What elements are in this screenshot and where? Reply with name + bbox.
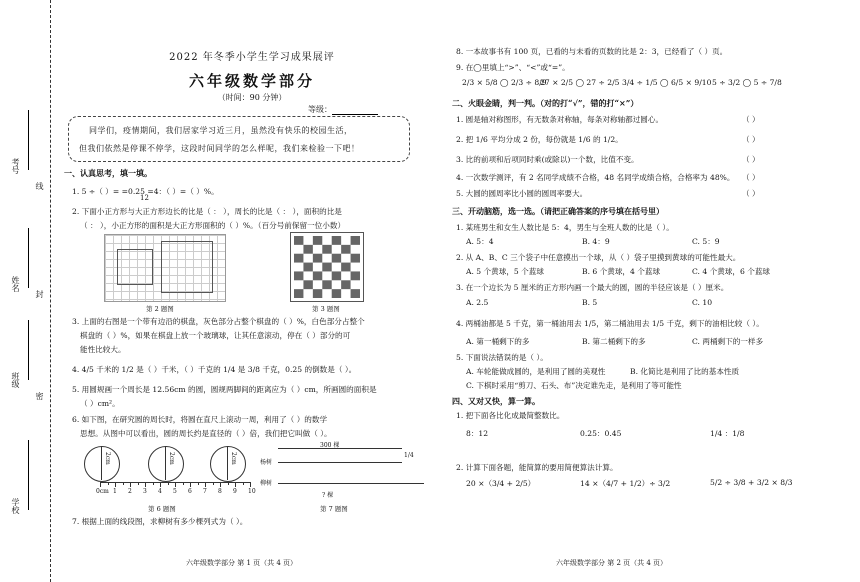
total-brace [278, 448, 402, 449]
choice-4-option-a[interactable]: A. 第一桶剩下的多 [466, 337, 530, 346]
question-9: 9. 在◯里填上“>”、“<”或“=”。 [456, 63, 570, 72]
diameter-line-3 [227, 446, 228, 480]
q1-fraction-denominator: 12 [140, 194, 149, 202]
checker-cell [294, 289, 303, 298]
tree-total-label: 300 棵 [320, 442, 340, 449]
class-label: 班级 [11, 372, 20, 388]
question-5-line-1: 5. 用圆规画一个周长是 12.56cm 的圆，圆规两脚间的距离应为（ ）cm，所画圆的面积是 [72, 385, 377, 394]
section-2-title: 二、火眼金睛，判一判。（对的打“√”，错的打“×”） [452, 98, 639, 108]
willow-line [278, 483, 424, 484]
q9-item-3: 3/4 ÷ 1/5 ◯ 6/5 × 9/10 [622, 78, 712, 87]
ruler-number: 7 [203, 488, 207, 495]
checker-cell [351, 254, 360, 263]
ruler-ticks [100, 482, 256, 498]
judge-1-answer[interactable]: （ ） [742, 115, 760, 124]
diameter-line-2 [165, 446, 166, 480]
ruler-tick [108, 482, 109, 485]
ruler-number: 6 [188, 488, 192, 495]
diameter-line-1 [101, 446, 102, 480]
checker-cell [313, 236, 322, 245]
checker-cell [294, 271, 303, 280]
checker-cell [351, 271, 360, 280]
choice-3-option-b[interactable]: B. 5 [582, 298, 598, 307]
fig3-checkerboard [290, 232, 364, 302]
ruler-tick [190, 482, 191, 487]
checker-cell [322, 263, 331, 272]
poplar-label: 杨树 [260, 459, 273, 466]
willow-label: 柳树 [260, 480, 273, 487]
poplar-line [278, 462, 402, 463]
large-square [161, 241, 213, 293]
calc-2-item-2: 14 ×（4/7 + 1/2）÷ 3/2 [580, 479, 671, 488]
fig3-caption: 第 3 题图 [312, 305, 340, 313]
seal-mi-char: 密 [35, 392, 44, 400]
fig7-caption: 第 7 题图 [320, 505, 348, 513]
page-2 [452, 0, 793, 582]
choice-1-option-b[interactable]: B. 4：9 [582, 237, 610, 246]
exam-subtitle: 2022 年冬季小学生学习成果展评 [169, 52, 335, 63]
checker-cell [313, 271, 322, 280]
fig2-grid [104, 234, 226, 302]
choice-2: 2. 从 A、B、C 三个袋子中任意摸出一个球，从（ ）袋子里摸到黄球的可能性最大。 [456, 253, 741, 262]
judge-4: 4. 一次数学测评，有 2 名同学成绩不合格，48 名同学成绩合格，合格率为 48%。 [456, 173, 735, 182]
checker-cell [313, 254, 322, 263]
ruler-number: 1 [113, 488, 117, 495]
ruler-tick [235, 482, 236, 487]
question-3-line-3: 能性比较大。 [80, 345, 126, 354]
ruler-tick [250, 482, 251, 487]
ruler-tick [243, 482, 244, 485]
question-2-line-2: （ ： ），小正方形的面积是大正方形面积的（ ）%。（百分号前保留一位小数） [80, 221, 346, 230]
ruler-number: 2 [128, 488, 132, 495]
judge-3: 3. 比的前项和后项同时乘(或除以)一个数，比值不变。 [456, 155, 639, 164]
exam-time: （时间：90 分钟） [217, 93, 287, 102]
fig2-caption: 第 2 题图 [146, 305, 174, 313]
notice-line-2: 但我们依然是停课不停学，这段时间同学的怎么样呢，我们来检验一下吧！ [79, 144, 360, 153]
seal-feng-char: 封 [35, 290, 44, 298]
rolling-circle-1 [84, 446, 120, 482]
choice-5-option-c[interactable]: C. 下棋时采用“剪刀、石头、布”决定谁先走，是利用了等可能性 [466, 381, 682, 390]
question-7: 7. 根据上面的线段图，求柳树有多少棵列式为（ ）。 [72, 517, 248, 526]
checker-cell [294, 236, 303, 245]
ruler-tick [220, 482, 221, 487]
choice-5-option-a[interactable]: A. 车轮能做成圆的，是利用了圆的美观性 [466, 367, 606, 376]
ruler-number: 10 [248, 488, 256, 495]
ruler-tick [168, 482, 169, 485]
ruler-tick [145, 482, 146, 487]
calc-1-item-3: 1/4 ：1/8 [710, 429, 745, 438]
checker-cell [351, 289, 360, 298]
rolling-circle-3 [210, 446, 246, 482]
ruler-tick [115, 482, 116, 487]
diameter-label-2: 2cm [168, 452, 175, 465]
school-label: 学校 [11, 498, 20, 514]
class-blank[interactable] [28, 320, 29, 380]
judge-2-answer[interactable]: （ ） [742, 135, 760, 144]
section-4-title: 四、又对又快，算一算。 [452, 396, 540, 406]
question-6-line-2: 思想。从图中可以看出，圆的周长约是直径的（ ）倍，我们把它叫做（ ）。 [80, 429, 332, 438]
checker-cell [322, 245, 331, 254]
choice-1-option-c[interactable]: C. 5：9 [692, 237, 720, 246]
choice-2-option-b[interactable]: B. 6 个黄球，4 个蓝球 [582, 267, 661, 276]
calc-2: 2. 计算下面各题，能简算的要用简便算法计算。 [456, 463, 618, 472]
choice-5: 5. 下面说法错误的是（ ）。 [456, 353, 548, 362]
rolling-circle-2 [148, 446, 184, 482]
choice-4-option-b[interactable]: B. 第二桶剩下的多 [582, 337, 646, 346]
ruler-tick [183, 482, 184, 485]
question-3-line-2: 棋盘的（ ）%，如果在棋盘上放一个玻璃球，让其任意滚动，停在（ ）部分的可 [80, 331, 351, 340]
question-8: 8. 一本故事书有 100 页，已看的与未看的页数的比是 2：3，已经看了（ ）页。 [456, 47, 728, 56]
checker-cell [341, 245, 350, 254]
question-5-line-2: （ ）cm²。 [80, 399, 120, 408]
ruler-tick [160, 482, 161, 487]
question-1: 1. 5 ÷（ ）= =0.25 =4：（ ）=（ ）%。 [72, 187, 219, 196]
checker-cell [303, 245, 312, 254]
checker-cell [341, 280, 350, 289]
calc-1-item-2: 0.25：0.45 [580, 429, 622, 438]
choice-2-option-a[interactable]: A. 5 个黄球，5 个蓝球 [466, 267, 544, 276]
checker-cell [322, 280, 331, 289]
name-label: 姓名 [11, 276, 20, 292]
grade-field[interactable] [308, 104, 378, 115]
ruler-number: 3 [143, 488, 147, 495]
exam-no-blank[interactable] [28, 110, 29, 170]
judge-5-answer[interactable]: （ ） [742, 189, 760, 198]
ruler-zero-label: 0cm [96, 488, 109, 495]
section-1-title: 一、认真思考，填一填。 [64, 168, 152, 178]
judge-1: 1. 圆是轴对称图形，有无数条对称轴，每条对称轴都过圆心。 [456, 115, 664, 124]
judge-3-answer[interactable]: （ ） [742, 155, 760, 164]
checker-cell [351, 236, 360, 245]
section-3-title: 三、开动脑筋，选一选。（请把正确答案的序号填在括号里） [452, 206, 664, 216]
q9-item-4: 5 ÷ 3/2 ◯ 5 ÷ 7/8 [712, 78, 782, 87]
ruler-number: 4 [158, 488, 162, 495]
checker-cell [303, 280, 312, 289]
notice-line-1: 同学们，疫情期间，我们居家学习近三月，虽然没有快乐的校园生活， [89, 126, 353, 135]
question-3-line-1: 3. 上面的右图是一个带有边沿的棋盘，灰色部分占整个棋盘的（ ）%，白色部分占整个 [72, 317, 365, 326]
notice-box [68, 116, 410, 162]
footer-page-2: 六年级数学部分 第 2 页（共 4 页） [556, 559, 668, 567]
page-1 [62, 0, 422, 582]
ruler-tick [138, 482, 139, 485]
exam-no-label: 考号 [11, 158, 20, 174]
checker-cell [332, 254, 341, 263]
grade-label: 等级： [308, 105, 332, 114]
checker-cell [332, 236, 341, 245]
seal-line-char: 线 [35, 182, 44, 190]
judge-2: 2. 把 1/6 平均分成 2 份，每份就是 1/6 的 1/2。 [456, 135, 623, 144]
ruler-tick [205, 482, 206, 487]
page-title: 六年级数学部分 [188, 72, 315, 90]
ruler-number: 9 [233, 488, 237, 495]
poplar-fraction: 1/4 [404, 452, 414, 459]
fig6-caption: 第 6 题图 [148, 505, 176, 513]
ruler-tick [123, 482, 124, 485]
small-square [117, 249, 153, 285]
footer-page-1: 六年级数学部分 第 1 页（共 4 页） [186, 559, 298, 567]
choice-4-option-c[interactable]: C. 两桶剩下的一样多 [692, 337, 764, 346]
diameter-label-3: 2cm [230, 452, 237, 465]
question-6-line-1: 6. 如下图，在研究圆的周长时，将圆在直尺上滚动一周，利用了（ ）的数学 [72, 415, 328, 424]
willow-unknown-label: ? 棵 [322, 492, 334, 499]
calc-1-item-1: 8：12 [466, 429, 489, 438]
calc-2-item-1: 20 ×（3/4 + 2/5） [466, 479, 536, 488]
ruler-number: 5 [173, 488, 177, 495]
ruler-tick [153, 482, 154, 485]
choice-3-option-a[interactable]: A. 2.5 [466, 298, 489, 307]
question-2-line-1: 2. 下面小正方形与大正方形边长的比是（ ： ），周长的比是（ ： ），面积的比是 [72, 207, 342, 216]
choice-1: 1. 某班男生和女生人数比是 5：4，男生与全班人数的比是（ ）。 [456, 223, 674, 232]
checker-cell [294, 254, 303, 263]
judge-5: 5. 大圆的圆周率比小圆的圆周率要大。 [456, 189, 588, 198]
choice-5-option-b[interactable]: B. 化简比是利用了比的基本性质 [630, 367, 740, 376]
diameter-label-1: 2cm [104, 452, 111, 465]
checker-cell [332, 289, 341, 298]
question-4: 4. 4/5 千米的 1/2 是（ ）千米，（ ）千克的 1/4 是 3/8 千克，0.25 的倒数是（ ）。 [72, 365, 357, 374]
q9-item-2: 27 × 2/5 ◯ 27 ÷ 2/5 [540, 78, 620, 87]
ruler-tick [213, 482, 214, 485]
choice-1-option-a[interactable]: A. 5：4 [466, 237, 494, 246]
ruler-number: 8 [218, 488, 222, 495]
checker-cell [341, 263, 350, 272]
checker-cell [332, 271, 341, 280]
calc-2-item-3: 5/2 ÷ 3/8 + 3/2 × 8/3 [710, 478, 793, 487]
checker-cell [303, 263, 312, 272]
name-blank[interactable] [28, 228, 29, 288]
ruler-tick [175, 482, 176, 487]
choice-3: 3. 在一个边长为 5 厘米的正方形内画一个最大的圆，圆的半径应该是（ ）厘米。 [456, 283, 729, 292]
school-blank[interactable] [28, 440, 29, 510]
ruler-tick [228, 482, 229, 485]
calc-1: 1. 把下面各比化成最简整数比。 [456, 411, 565, 420]
choice-3-option-c[interactable]: C. 10 [692, 298, 713, 307]
checker-cell [313, 289, 322, 298]
ruler-tick [198, 482, 199, 485]
ruler-tick [130, 482, 131, 487]
binding-dash-line [50, 0, 51, 582]
ruler-tick [100, 482, 101, 487]
judge-4-answer[interactable]: （ ） [742, 173, 760, 182]
q9-item-1: 2/3 × 5/8 ◯ 2/3 ÷ 8/9 [462, 78, 547, 87]
choice-4: 4. 两桶油都是 5 千克，第一桶油用去 1/5，第二桶油用去 1/5 千克，剩下的油相比较（ ）。 [456, 319, 764, 328]
choice-2-option-c[interactable]: C. 4 个黄球，6 个蓝球 [692, 267, 771, 276]
